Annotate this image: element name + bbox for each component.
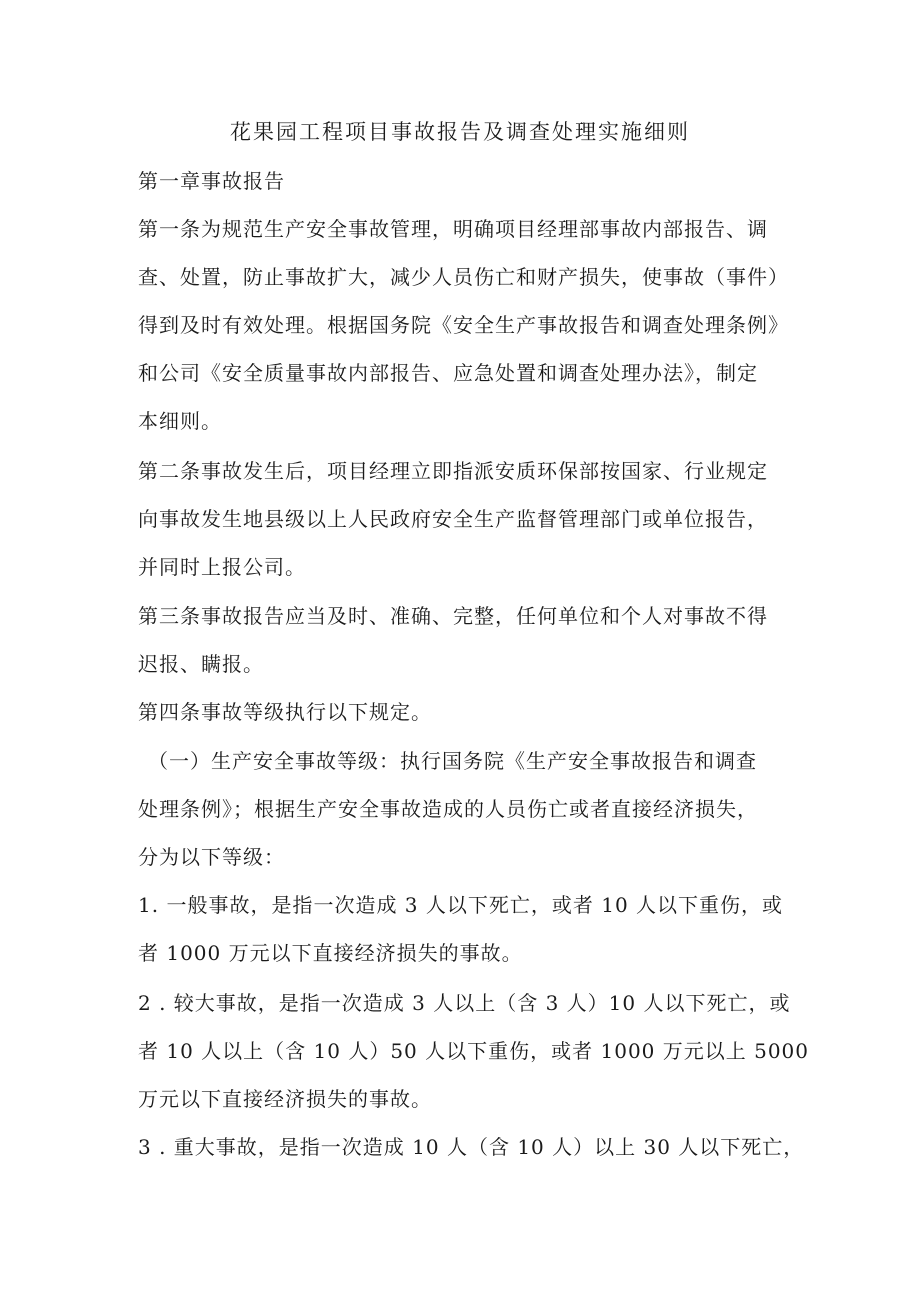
paragraph-line: 本细则。 bbox=[138, 409, 222, 433]
paragraph-line: 并同时上报公司。 bbox=[138, 555, 306, 579]
document-title: 花果园工程项目事故报告及调查处理实施细则 bbox=[230, 120, 690, 144]
paragraph-line: 查、处置，防止事故扩大，减少人员伤亡和财产损失，使事故（事件） bbox=[138, 265, 789, 289]
paragraph-line: 处理条例》；根据生产安全事故造成的人员伤亡或者直接经济损失， bbox=[138, 797, 758, 821]
paragraph-line: 第三条事故报告应当及时、准确、完整，任何单位和个人对事故不得 bbox=[138, 604, 768, 628]
paragraph-line: 向事故发生地县级以上人民政府安全生产监督管理部门或单位报告， bbox=[138, 507, 768, 531]
list-item-line: 1. 一般事故，是指一次造成 3 人以下死亡，或者 10 人以下重伤，或 bbox=[138, 893, 784, 917]
list-item-line: 万元以下直接经济损失的事故。 bbox=[138, 1087, 432, 1111]
paragraph-line: 第二条事故发生后，项目经理立即指派安质环保部按国家、行业规定 bbox=[138, 459, 768, 483]
list-item-line: 者 10 人以上（含 10 人）50 人以下重伤，或者 1000 万元以上 5000 bbox=[138, 1039, 810, 1063]
list-item-line: 2 . 较大事故，是指一次造成 3 人以上（含 3 人）10 人以下死亡，或 bbox=[138, 991, 791, 1015]
list-item-line: 者 1000 万元以下直接经济损失的事故。 bbox=[138, 941, 523, 965]
chapter-heading: 第一章事故报告 bbox=[138, 169, 285, 193]
paragraph-line: 迟报、瞒报。 bbox=[138, 652, 264, 676]
paragraph-line: 第四条事故等级执行以下规定。 bbox=[138, 700, 432, 724]
list-item-line: 3 . 重大事故，是指一次造成 10 人（含 10 人）以上 30 人以下死亡， bbox=[138, 1135, 805, 1159]
paragraph-line: （一）生产安全事故等级：执行国务院《生产安全事故报告和调查 bbox=[148, 749, 757, 773]
paragraph-line: 分为以下等级： bbox=[138, 845, 285, 869]
paragraph-line: 和公司《安全质量事故内部报告、应急处置和调查处理办法》，制定 bbox=[138, 361, 758, 385]
paragraph-line: 第一条为规范生产安全事故管理，明确项目经理部事故内部报告、调 bbox=[138, 217, 768, 241]
paragraph-line: 得到及时有效处理。根据国务院《安全生产事故报告和调查处理条例》 bbox=[138, 313, 789, 337]
